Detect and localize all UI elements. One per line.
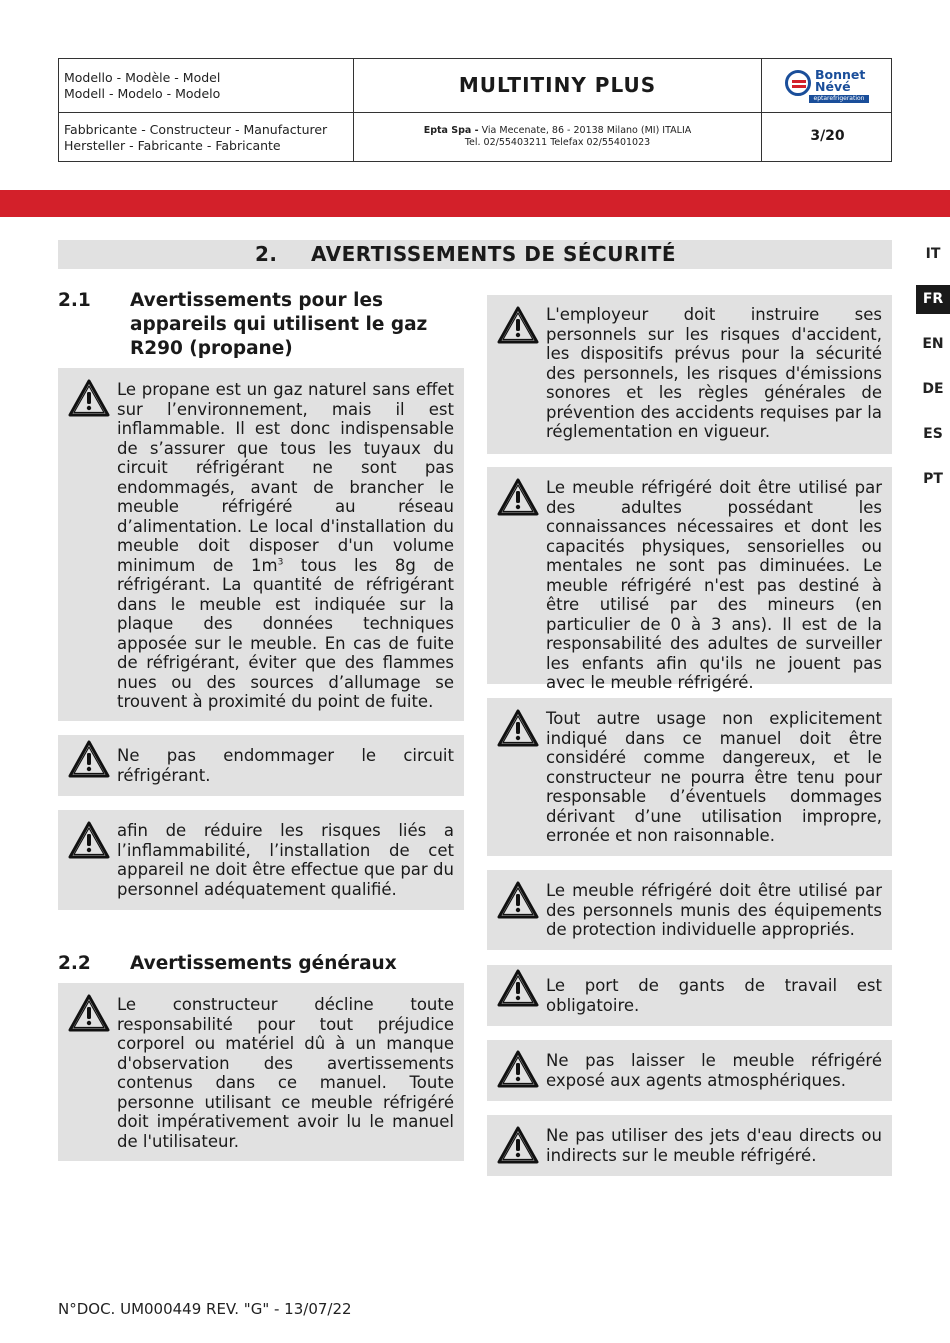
model-label: Modello - Modèle - Model Modell - Modelo - Modelo [64, 70, 221, 101]
warning-box-employer [487, 295, 892, 454]
warning-triangle-icon [496, 880, 540, 920]
lang-tab-fr[interactable]: FR [916, 285, 950, 314]
warning-text: Ne pas utiliser des jets d'eau directs ou indirects sur le meuble réfrigéré. [546, 1126, 882, 1165]
warning-box-weather [487, 1040, 892, 1101]
warning-text: Le propane est un gaz naturel sans effet sur l’environnement, mais il est inflammable. Il est donc indispensable de s’assurer que tous les tuyaux du circuit réfrigérant ne sont pas endommagés, avant de brancher le meuble réfrigéré au réseau d’alimentation. Le local d'installation du meuble doit disposer d'un volume minimum de $1m^3$ tous les 8g de réfrigérant. La quantité de réfrigérant dans le meuble est indiquée sur la plaque des données techniques apposée sur le meuble. En cas de fuite de réfrigérant, éviter que des flammes nues ou des sources d’allumage se trouvent à proximité du point de fuite. [117, 380, 454, 711]
warning-triangle-icon [67, 993, 111, 1033]
warning-triangle-icon [496, 1125, 540, 1165]
lang-tab-es[interactable]: ES [923, 426, 943, 442]
warning-box-ppe [487, 870, 892, 950]
warning-box-usage [487, 698, 892, 856]
warning-triangle-icon [496, 708, 540, 748]
warning-text: L'employeur doit instruire ses personnels sur les risques d'accident, les dispositifs prévus pour la sécurité des personnels, les risques d'émissions sonores et les règles générales de prévention des accidents requises par la réglementation en vigueur. [546, 305, 882, 441]
warning-text: Le meuble réfrigéré doit être utilisé par des adultes possédant les connaissances nécessaires et dont les capacités physiques, sensorielles ou mentales ne sont pas diminuées. Le meuble réfrigéré n'est pas destiné à être utilisé par des mineurs (en particulier de 0 à 3 ans). Il est de la responsabilité des adultes de surveiller les enfants afin qu'ils ne jouent pas avec le meuble réfrigéré. [546, 478, 882, 692]
warning-text: afin de réduire les risques liés a l’inflammabilité, l’installation de cet appareil ne doit être effectue que par du personnel adéquatement qualifié. [117, 821, 454, 899]
lang-tab-en[interactable]: EN [922, 336, 944, 352]
warning-box-gloves [487, 965, 892, 1026]
red-divider-bar [0, 190, 950, 217]
warning-triangle-icon [67, 820, 111, 860]
warning-text: Le meuble réfrigéré doit être utilisé par des personnels munis des équipements de protection individuelle appropriés. [546, 881, 882, 939]
warning-text: Le constructeur décline toute responsabilité pour tout préjudice corporel ou matériel dû à un manque d'observation des avertissements contenus dans ce manuel. Toute personne utilisant ce meuble réfrigéré doit impérativement avoir lu le manuel de l'utilisateur. [117, 995, 454, 1151]
warning-box-circuit [58, 735, 464, 796]
warning-box-adults [487, 467, 892, 692]
warning-triangle-icon [496, 477, 540, 517]
warning-text: Ne pas endommager le circuit réfrigérant. [117, 746, 454, 785]
manufacturer-label: Fabbricante - Constructeur - Manufacturer Hersteller - Fabricante - Fabricante [64, 122, 328, 153]
lang-tab-pt[interactable]: PT [923, 471, 943, 487]
subsection-2-1-heading: 2.1 Avertissements pour les appareils qui utilisent le gaz R290 (propane) [58, 290, 428, 359]
warning-box-installation [58, 810, 464, 910]
lang-tab-de[interactable]: DE [922, 381, 944, 397]
warning-box-water [487, 1115, 892, 1176]
warning-box-liability [58, 983, 464, 1161]
warning-text: Ne pas laisser le meuble réfrigéré exposé aux agents atmosphériques. [546, 1051, 882, 1090]
warning-text: Le port de gants de travail est obligatoire. [546, 976, 882, 1015]
lang-tab-it[interactable]: IT [925, 246, 941, 262]
section-title: 2. AVERTISSEMENTS DE SÉCURITÉ [58, 240, 892, 269]
warning-text: Tout autre usage non explicitement indiqué dans ce manuel doit être considéré comme dangereux, et le constructeur ne pourra être tenu pour responsable d’éventuels dommages dérivant d’une utilisation impropre, erronée et non raisonnable. [546, 709, 882, 845]
subsection-2-2-heading: 2.2 Avertissements généraux [58, 953, 397, 974]
document-number-footer: N°DOC. UM000449 REV. "G" - 13/07/22 [58, 1300, 352, 1318]
warning-triangle-icon [496, 968, 540, 1008]
warning-triangle-icon [67, 739, 111, 779]
manufacturer-address: Epta Spa - Via Mecenate, 86 - 20138 Milano (MI) ITALIA Tel. 02/55403211 Telefax 02/55401023 [423, 125, 692, 148]
document-header [58, 58, 892, 162]
warning-triangle-icon [67, 378, 111, 418]
warning-triangle-icon [496, 305, 540, 345]
model-title: MULTITINY PLUS [458, 73, 657, 97]
bonnet-neve-logo: Bonnet Névé eptarefrigeration [785, 68, 869, 104]
warning-triangle-icon [496, 1049, 540, 1089]
logo-mark-icon [785, 70, 811, 96]
warning-box-propane [58, 368, 464, 721]
page-number: 3/20 [810, 128, 845, 144]
